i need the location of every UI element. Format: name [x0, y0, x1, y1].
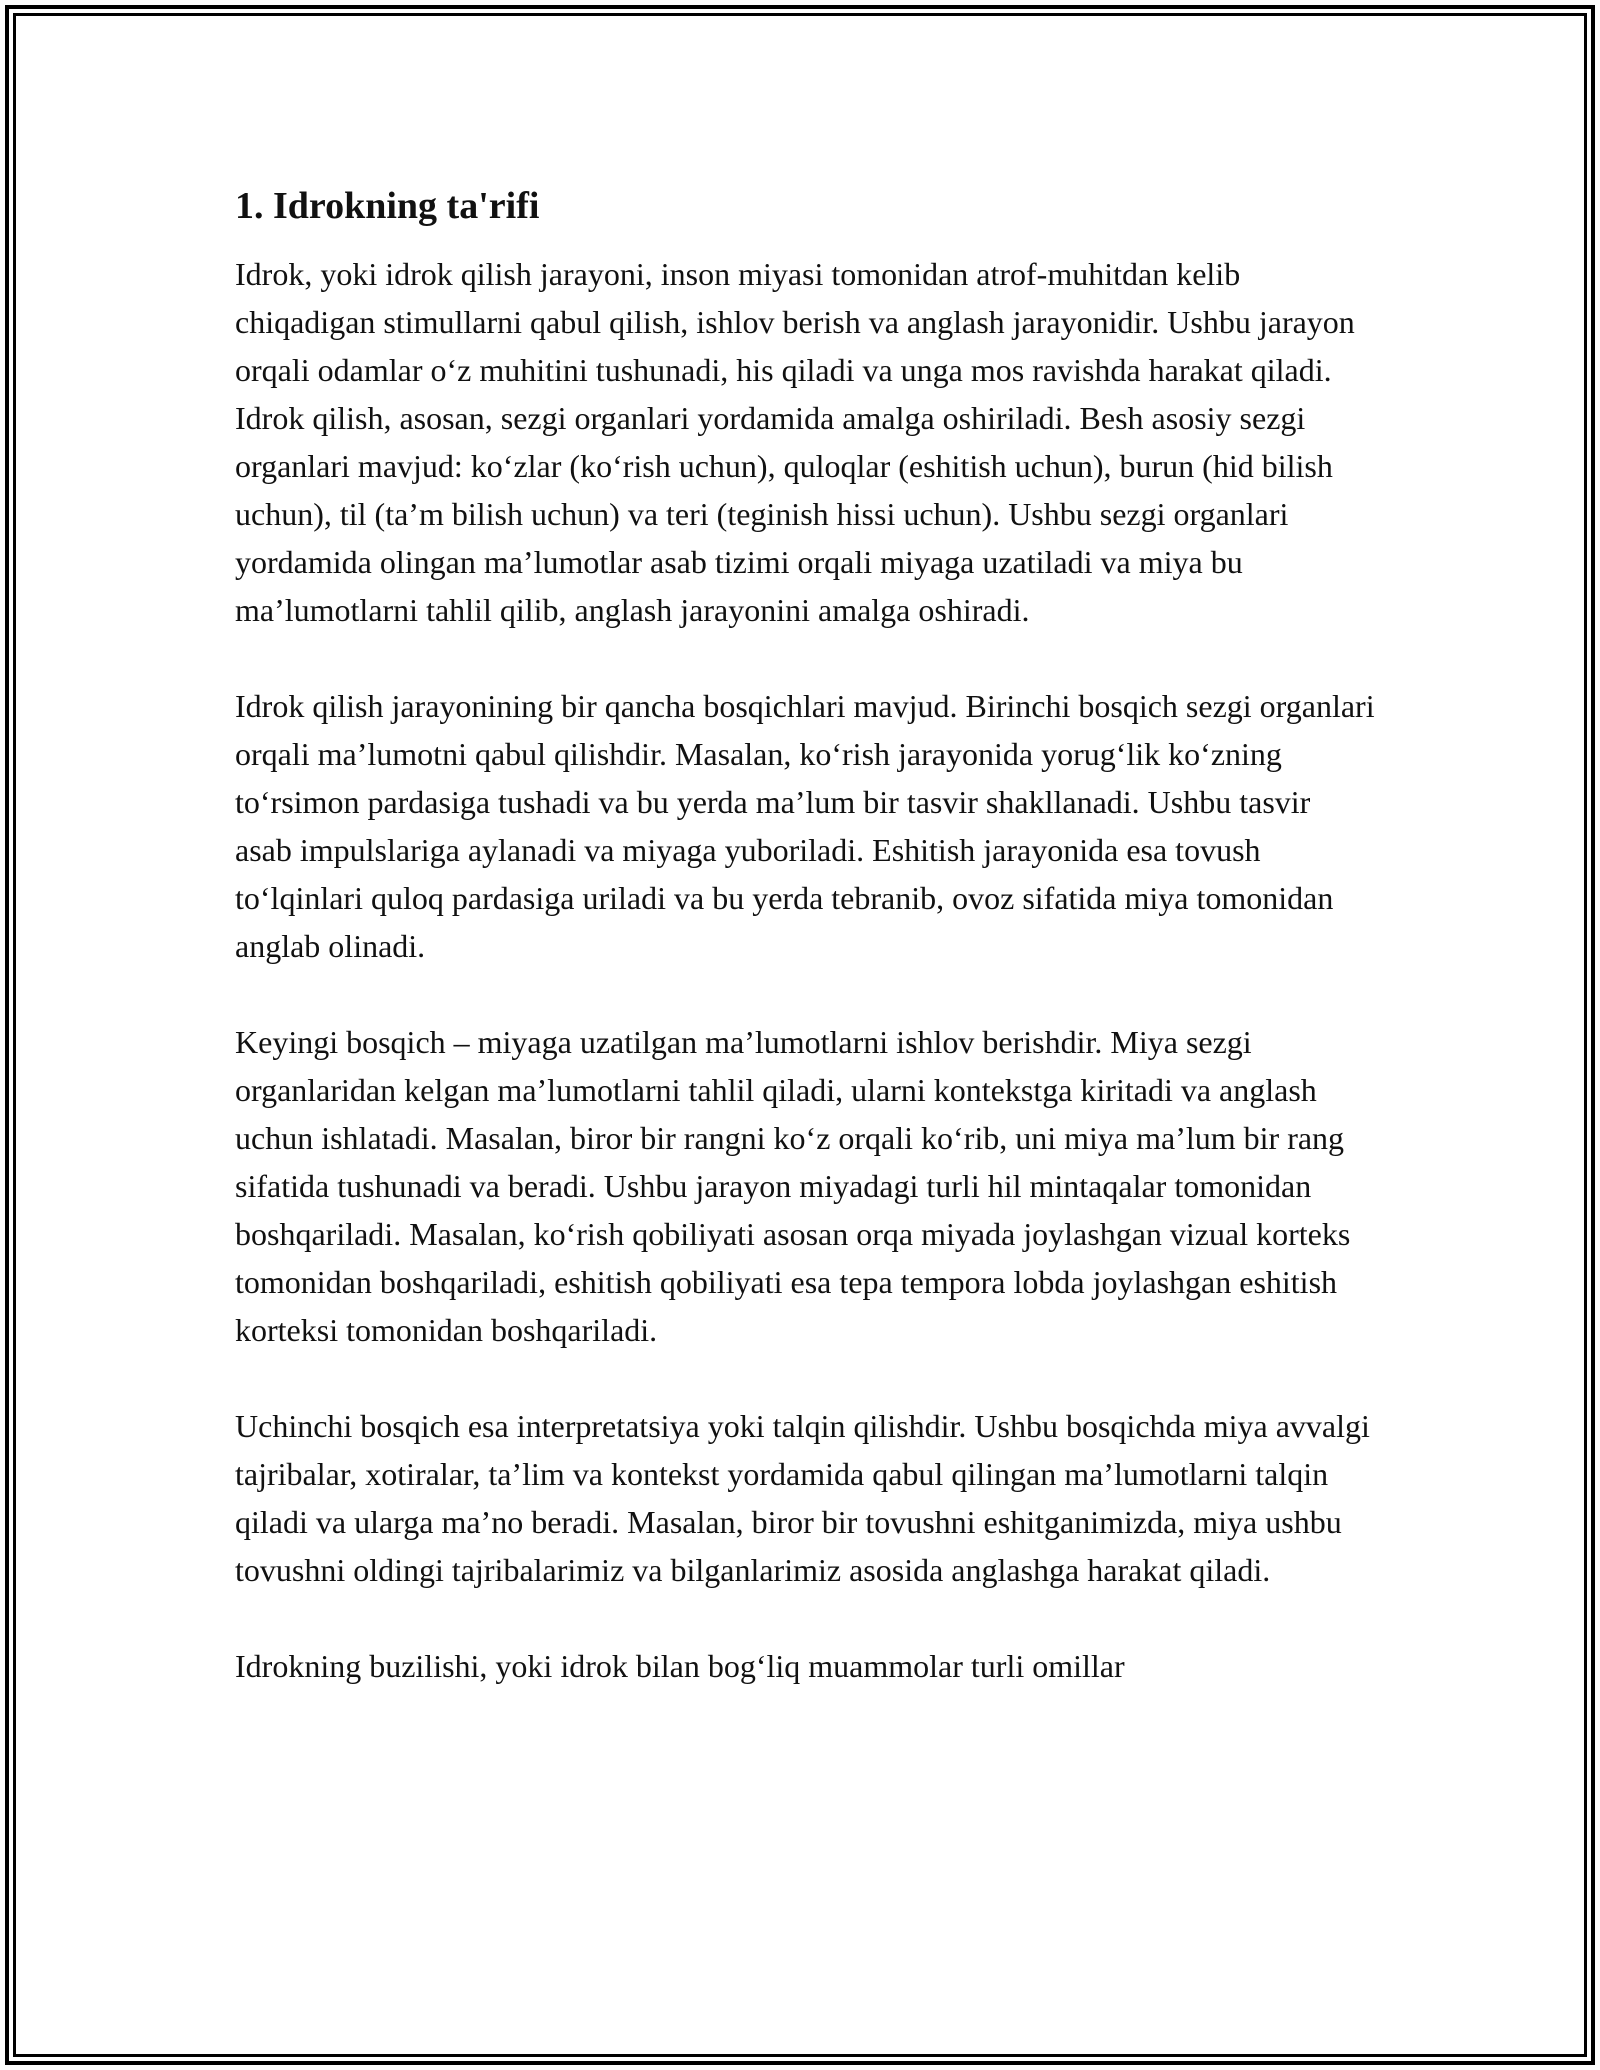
paragraph-definition: Idrok, yoki idrok qilish jarayoni, inson miyasi tomonidan atrof-muhitdan kelib chiqadigan stimullarni qabul qilish, ishlov berish va anglash jarayonidir. Ushbu jarayon orqali odamlar oʻz muhitini tushunadi, his qiladi va unga mos ravishda harakat qiladi. Idrok qilish, asosan, sezgi organlari yordamida amalga oshiriladi. Besh asosiy sezgi organlari mavjud: koʻzlar (koʻrish uchun), quloqlar (eshitish uchun), burun (hid bilish uchun), til (taʼm bilish uchun) va teri (teginish hissi uchun). Ushbu sezgi organlari yordamida olingan maʼlumotlar asab tizimi orqali miyaga uzatiladi va miya bu maʼlumotlarni tahlil qilib, anglash jarayonini amalga oshiradi.	[235, 256, 1355, 628]
paragraph-stages: Idrok qilish jarayonining bir qancha bosqichlari mavjud. Birinchi bosqich sezgi organlari orqali maʼlumotni qabul qilishdir. Masalan, koʻrish jarayonida yorugʻlik koʻzning toʻrsimon pardasiga tushadi va bu yerda maʼlum bir tasvir shakllanadi. Ushbu tasvir asab impulslariga aylanadi va miyaga yuboriladi. Eshitish jarayonida esa tovush toʻlqinlari quloq pardasiga uriladi va bu yerda tebranib, ovoz sifatida miya tomonidan anglab olinadi.	[235, 688, 1375, 964]
paragraph-disorders: Idrokning buzilishi, yoki idrok bilan bogʻliq muammolar turli omillar	[235, 1648, 1125, 1684]
paragraph-interpretation: Uchinchi bosqich esa interpretatsiya yoki talqin qilishdir. Ushbu bosqichda miya avvalgi tajribalar, xotiralar, taʼlim va kontekst yordamida qabul qilingan maʼlumotlarni talqin qiladi va ularga maʼno beradi. Masalan, biror bir tovushni eshitganimizda, miya ushbu tovushni oldingi tajribalarimiz va bilganlarimiz asosida anglashga harakat qiladi.	[235, 1408, 1370, 1588]
paragraph-processing: Keyingi bosqich – miyaga uzatilgan maʼlumotlarni ishlov berishdir. Miya sezgi organlaridan kelgan maʼlumotlarni tahlil qiladi, ularni kontekstga kiritadi va anglash uchun ishlatadi. Masalan, biror bir rangni koʻz orqali koʻrib, uni miya maʼlum bir rang sifatida tushunadi va beradi. Ushbu jarayon miyadagi turli hil mintaqalar tomonidan boshqariladi. Masalan, koʻrish qobiliyati asosan orqa miyada joylashgan vizual korteks tomonidan boshqariladi, eshitish qobiliyati esa tepa tempora lobda joylashgan eshitish korteksi tomonidan boshqariladi.	[235, 1024, 1351, 1348]
section-heading: 1. Idrokning ta'rifi	[235, 185, 540, 227]
document-body	[235, 182, 1375, 1738]
